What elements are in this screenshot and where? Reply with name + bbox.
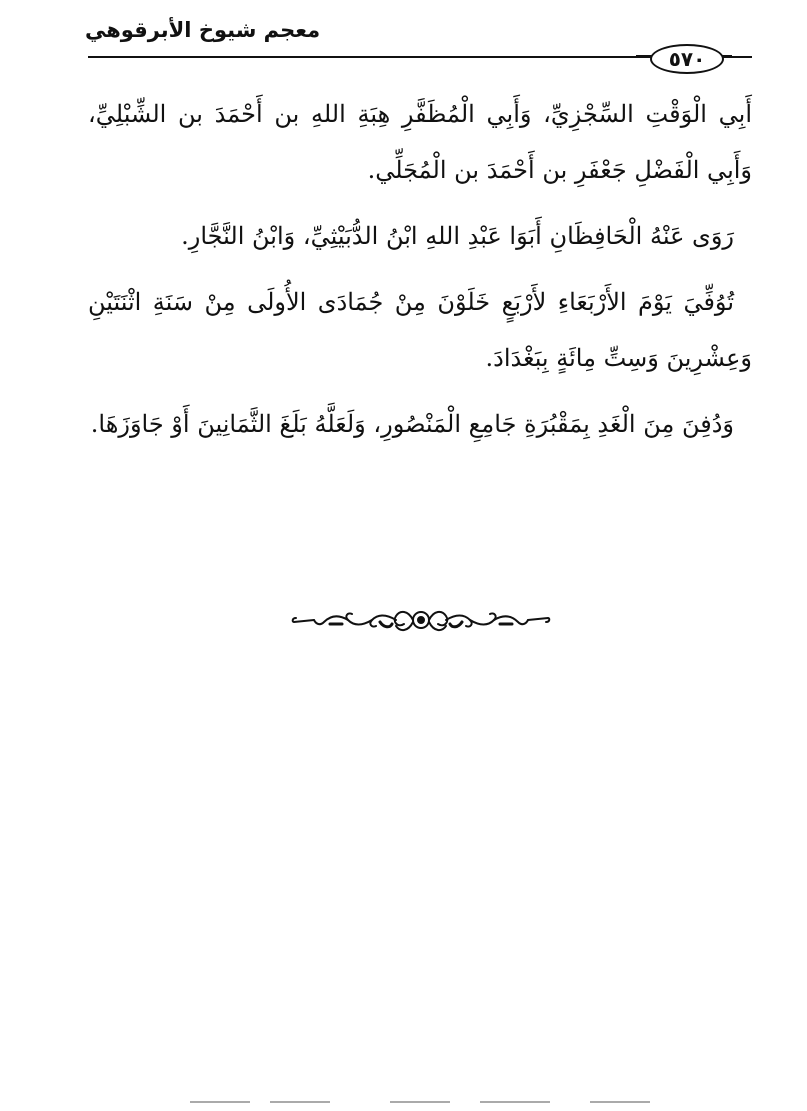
- paragraph-teachers-continued: أَبِي الْوَقْتِ السِّجْزِيِّ، وَأَبِي الْمُظَفَّرِ هِبَةِ اللهِ بن أَحْمَدَ بن الشِّبْلِيِّ، وَأَبِي الْفَضْلِ جَعْفَرِ بن أَحْمَدَ بن الْمُجَلِّي.: [88, 100, 752, 184]
- footer-scan-lines: [150, 1100, 710, 1104]
- book-title: معجم شيوخ الأبرقوهي: [85, 18, 321, 42]
- page-body: [88, 86, 752, 462]
- page-number: ٥٧٠: [668, 47, 706, 71]
- paragraph-death-date: تُوُفِّيَ يَوْمَ الأَرْبَعَاءِ لأَرْبَعٍ خَلَوْنَ مِنْ جُمَادَى الأُولَى مِنْ سَنَةِ اثْنَتَيْنِ وَعِشْرِينَ وَسِتِّ مِائَةٍ بِبَغْدَادَ.: [88, 288, 752, 372]
- page-number-badge: [650, 44, 724, 74]
- floral-divider-ornament-icon: [290, 600, 552, 640]
- paragraph-burial: وَدُفِنَ مِنَ الْغَدِ بِمَقْبُرَةِ جَامِعِ الْمَنْصُورِ، وَلَعَلَّهُ بَلَغَ الثَّمَانِينَ أَوْ جَاوَزَهَا.: [90, 410, 734, 438]
- paragraph-narrators: رَوَى عَنْهُ الْحَافِظَانِ أَبَوَا عَبْدِ اللهِ ابْنُ الدُّبَيْثِيِّ، وَابْنُ النَّجَّارِ.: [181, 222, 734, 250]
